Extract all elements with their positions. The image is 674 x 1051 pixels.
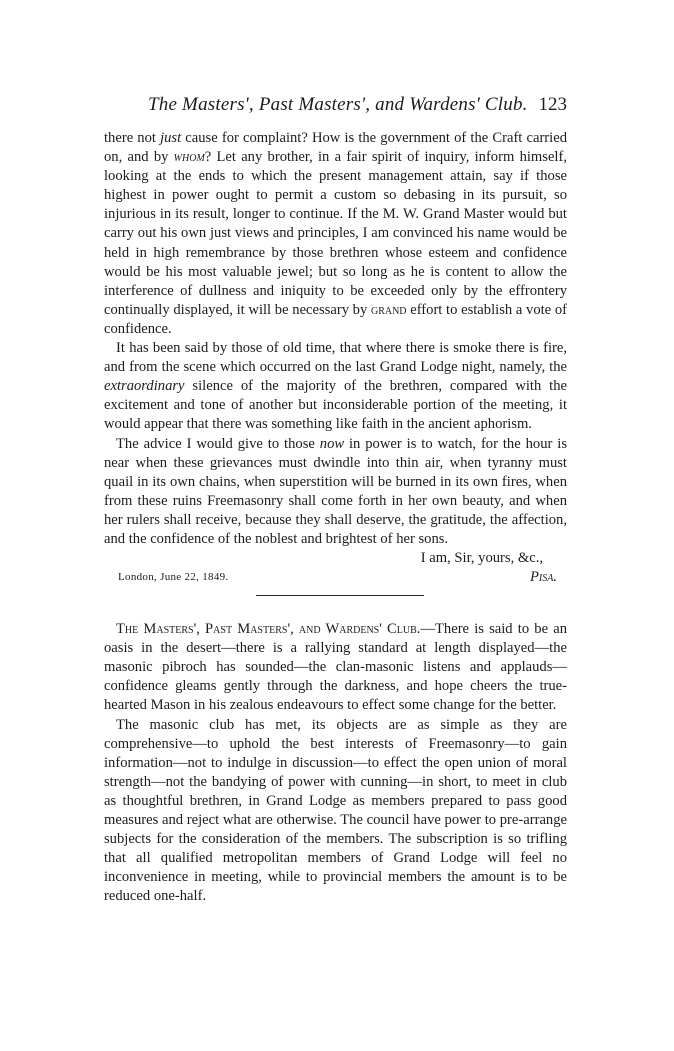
emphasis: extraordinary <box>104 378 185 395</box>
text-run: The advice I would give to those <box>116 435 320 452</box>
text-run: —There is said to be an oasis in the desert—there is a rallying standard at length displayed—the masonic pibroch has sounded—the clan-masonic listens and applauds—confidence gleams gently through the darkness, and hope cheers the true-hearted Mason in his zealous endeavours to effect some change for the better. <box>104 621 567 714</box>
letter-date: London, June 22, 1849. <box>118 571 229 584</box>
letter-paragraph-1 <box>104 129 567 339</box>
page-body <box>104 129 567 906</box>
running-title: The Masters', Past Masters', and Wardens' Club. <box>148 94 528 115</box>
sign-off: I am, Sir, yours, &c., <box>420 550 543 567</box>
section-heading: The Masters', Past Masters', and Wardens' Club. <box>116 621 421 638</box>
page-number: 123 <box>538 94 567 115</box>
text-run: effort to establish a vote of confidence. <box>104 301 567 337</box>
smallcaps-word: grand <box>370 301 407 318</box>
letter-paragraph-3 <box>104 435 567 550</box>
text-run: cause for complaint? How is the government of the Craft carried on, and by <box>104 130 567 166</box>
club-article <box>104 620 567 906</box>
text-run: in power is to watch, for the hour is near when these grievances must dwindle into thin air, when tyranny must quail in its own chains, when superstition will be burned in its own fires, when from these ruins Freemasonry shall come forth in her own beauty, and when her rulers shall receive, because they shall deserve, the gratitude, the affection, and the confidence of the noblest and brightest of her sons. <box>104 435 567 547</box>
signature: Pisa. <box>529 569 557 586</box>
club-paragraph-1 <box>104 620 567 715</box>
text-run: there not <box>104 130 161 146</box>
text-run: It has been said by those of old time, that where there is smoke there is fire, and from the scene which occurred on the last Grand Lodge night, namely, the <box>104 340 567 376</box>
text-run: ? Let any brother, in a fair spirit of inquiry, inform himself, looking at the ends to which the present management attain, say if those highest in power ought to permit a custom so debasing in its pursuit, so injurious in its result, longer to continue. If the M. W. Grand Master would but carry out his own just views and principles, I am convinced his name would be held in high remembrance by those brethren whose esteem and confidence would be his most valuable jewel; but so long as he is content to allow the interference of dullness and iniquity to be exceeded only by the effrontery continually displayed, it will be necessary by <box>104 149 567 318</box>
emphasis: now <box>319 435 345 452</box>
emphasis-smallcaps: whom <box>173 149 205 166</box>
text-run: silence of the majority of the brethren, compared with the excitement and tone of another but inconsiderable portion of the meeting, it would appear that there was something like faith in the ancient aphorism. <box>104 378 567 433</box>
club-paragraph-2: The masonic club has met, its objects are as simple as they are comprehensive—to uphold the best interests of Freemasonry—to gain information—not to indulge in discussion—to effect the open union of moral strength—not the bandying of power with cunning—in short, to meet in club as thoughtful brethren, in Grand Lodge as members prepared to pass good measures and reject what are otherwise. The council have power to pre-arrange subjects for the consideration of the members. The subscription is so trifling that all qualified metropolitan members of Grand Lodge will feel no inconvenience in meeting, while to provincial members the amount is to be reduced one-half. <box>104 716 567 905</box>
letter-closing <box>104 549 567 589</box>
section-divider <box>256 595 424 596</box>
letter-paragraph-2 <box>104 339 567 434</box>
emphasis: just <box>160 130 182 146</box>
running-header <box>104 94 567 124</box>
